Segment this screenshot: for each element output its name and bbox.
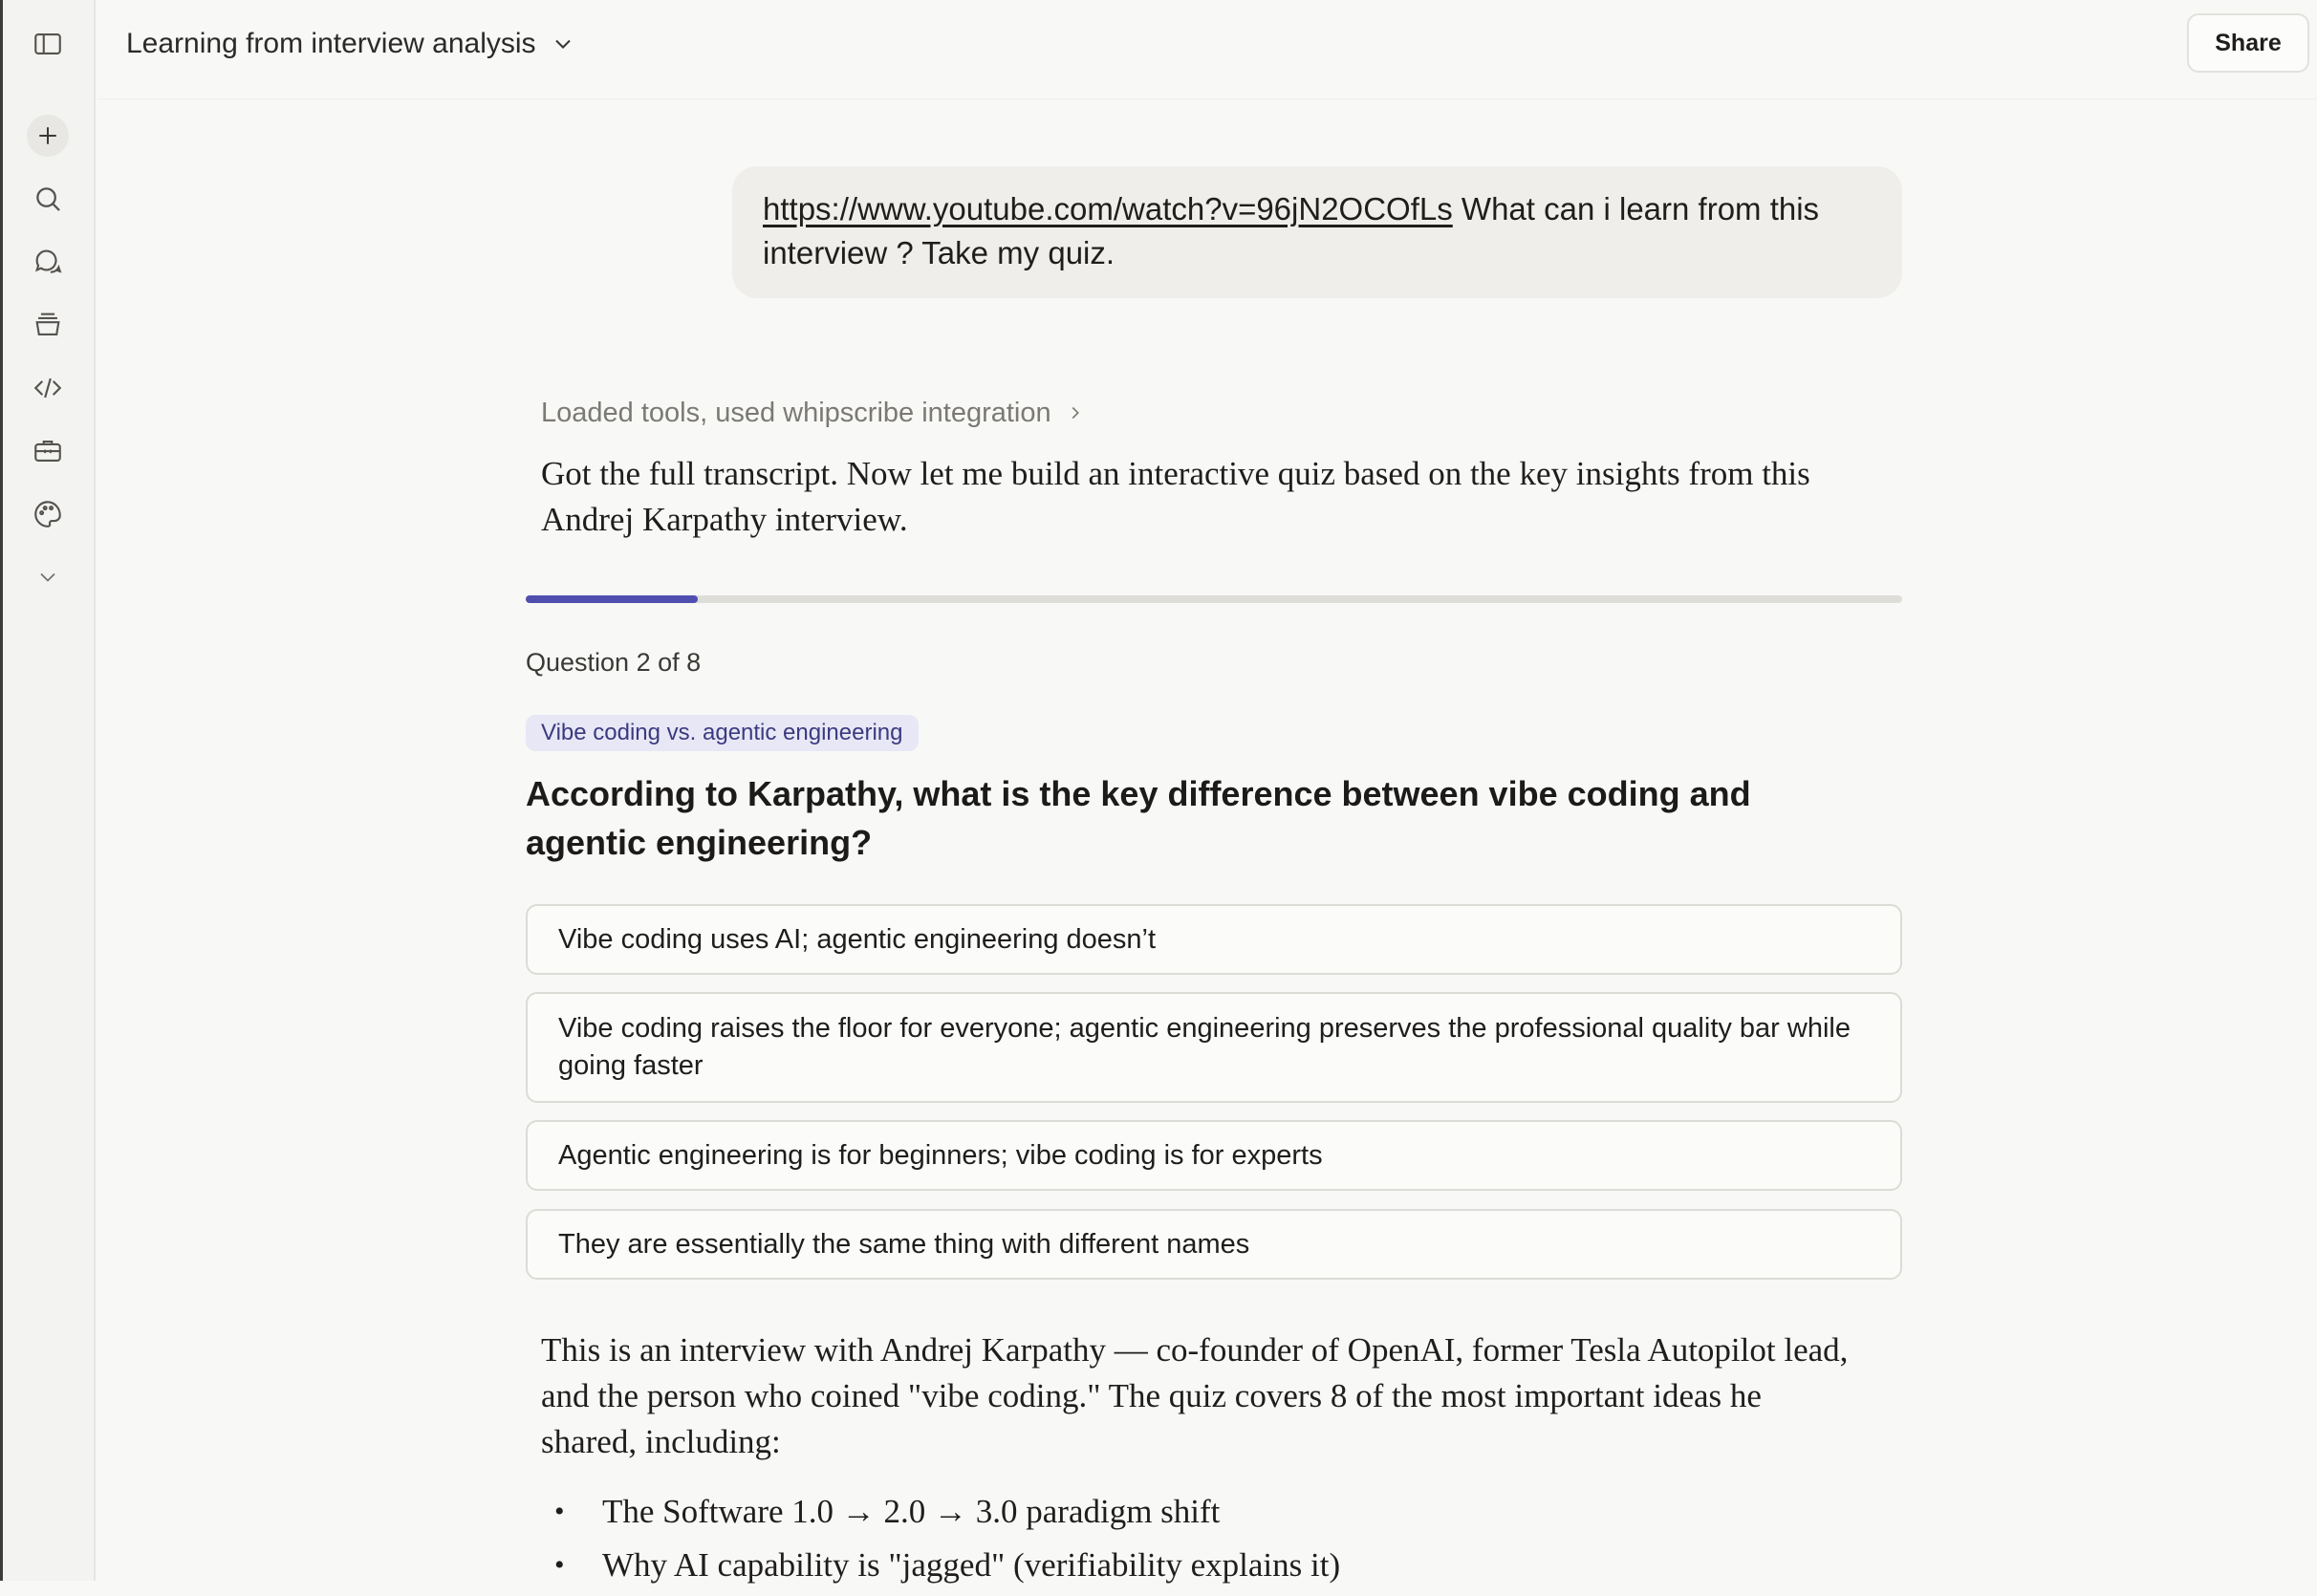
search-icon[interactable]	[25, 176, 71, 222]
quiz-progress-bar	[526, 595, 1902, 603]
chats-icon[interactable]	[25, 239, 71, 285]
user-message	[732, 166, 1902, 298]
list-item-text: Why AI capability is "jagged" (verifiability explains it)	[602, 1546, 1341, 1584]
answer-option[interactable]: Vibe coding raises the floor for everyone; agentic engineering preserves the professional quality bar while going faster	[526, 992, 1902, 1103]
projects-icon[interactable]	[25, 302, 71, 348]
sidebar-toggle-icon[interactable]	[25, 21, 71, 67]
bullet-icon: •	[554, 1496, 565, 1527]
youtube-link[interactable]: https://www.youtube.com/watch?v=96jN2OCOfLs	[763, 191, 1453, 226]
sidebar	[0, 0, 96, 1581]
answer-option[interactable]: Vibe coding uses AI; agentic engineering doesn’t	[526, 904, 1902, 975]
answer-option[interactable]: Agentic engineering is for beginners; vibe coding is for experts	[526, 1120, 1902, 1191]
chevron-down-icon[interactable]	[25, 554, 71, 600]
tools-used-label: Loaded tools, used whipscribe integration	[541, 397, 1051, 428]
tools-used-toggle[interactable]	[541, 392, 1086, 434]
palette-icon[interactable]	[25, 491, 71, 537]
toolbox-icon[interactable]	[25, 428, 71, 474]
assistant-summary: This is an interview with Andrej Karpathy — co-founder of OpenAI, former Tesla Autopilot lead, and the person who coined "vibe coding." The quiz covers 8 of the most important ideas he shared, including:	[541, 1331, 1849, 1460]
bullet-icon: •	[554, 1549, 565, 1581]
quiz-question: According to Karpathy, what is the key difference between vibe coding and agentic engineering?	[526, 774, 1751, 862]
chevron-right-icon	[1065, 402, 1086, 423]
question-counter: Question 2 of 8	[526, 648, 702, 677]
header	[97, 0, 2317, 99]
chevron-down-icon	[550, 31, 576, 57]
user-message-text: What can i learn from this interview ? Take my quiz.	[763, 191, 1820, 270]
plus-icon	[33, 121, 62, 150]
code-icon[interactable]	[25, 365, 71, 411]
answer-option[interactable]: They are essentially the same thing with different names	[526, 1209, 1902, 1280]
conversation-title-menu[interactable]	[126, 23, 576, 65]
list-item	[541, 1542, 1860, 1596]
new-chat-button[interactable]	[27, 115, 69, 157]
topic-tag: Vibe coding vs. agentic engineering	[526, 715, 919, 751]
topics-list	[541, 1489, 1860, 1596]
list-item	[541, 1489, 1860, 1542]
quiz-progress-fill	[526, 595, 698, 603]
assistant-intro: Got the full transcript. Now let me build an interactive quiz based on the key insights from this Andrej Karpathy interview.	[541, 455, 1810, 538]
conversation-title: Learning from interview analysis	[126, 28, 536, 59]
list-item-text: The Software 1.0 → 2.0 → 3.0 paradigm shift	[602, 1493, 1221, 1530]
share-button[interactable]: Share	[2187, 13, 2309, 73]
